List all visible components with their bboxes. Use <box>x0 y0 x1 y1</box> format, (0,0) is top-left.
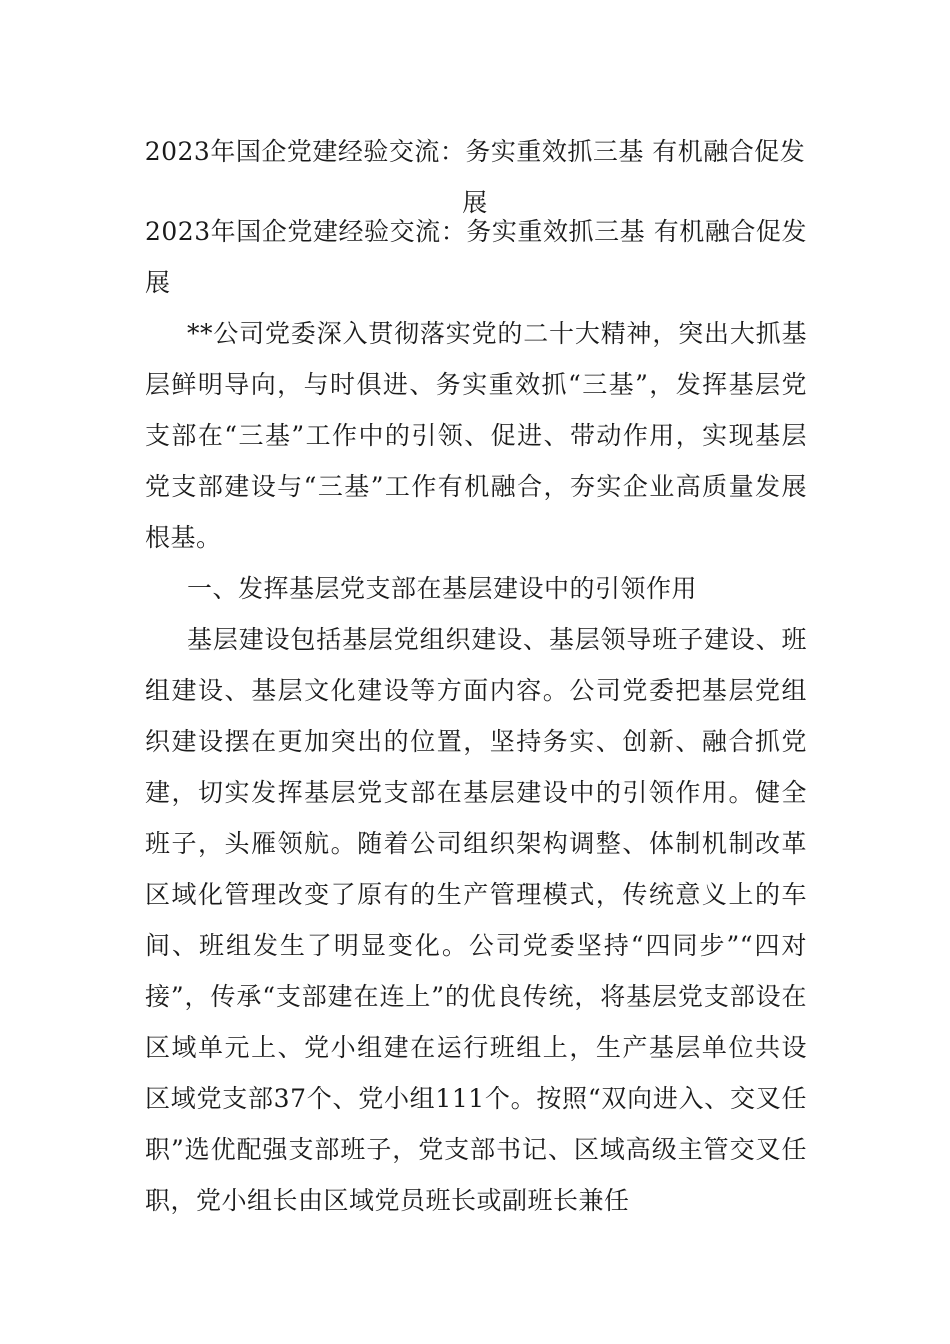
document-body <box>145 206 807 1226</box>
document-title: 2023年国企党建经验交流：务实重效抓三基 有机融合促发展 <box>144 137 806 217</box>
section-heading: 一、发挥基层党支部在基层建设中的引领作用 <box>187 574 698 603</box>
document-subtitle: 2023年国企党建经验交流：务实重效抓三基 有机融合促发展 <box>145 217 807 297</box>
intro-paragraph: **公司党委深入贯彻落实党的二十大精神，突出大抓基层鲜明导向，与时俱进、务实重效抓“三基”，发挥基层党支部在“三基”工作中的引领、促进、带动作用，实现基层党支部建设与“三基”工作有机融合，夯实企业高质量发展根基。 <box>145 319 807 552</box>
section-paragraph: 基层建设包括基层党组织建设、基层领导班子建设、班组建设、基层文化建设等方面内容。公司党委把基层党组织建设摆在更加突出的位置，坚持务实、创新、融合抓党建，切实发挥基层党支部在基层建设中的引领作用。健全班子，头雁领航。随着公司组织架构调整、体制机制改革区域化管理改变了原有的生产管理模式，传统意义上的车间、班组发生了明显变化。公司党委坚持“四同步”“四对接”，传承“支部建在连上”的优良传统，将基层党支部设在区域单元上、党小组建在运行班组上，生产基层单位共设区域党支部37个、党小组111个。按照“双向进入、交叉任职”选优配强支部班子，党支部书记、区域高级主管交叉任职，党小组长由区域党员班长或副班长兼任 <box>145 625 807 1215</box>
